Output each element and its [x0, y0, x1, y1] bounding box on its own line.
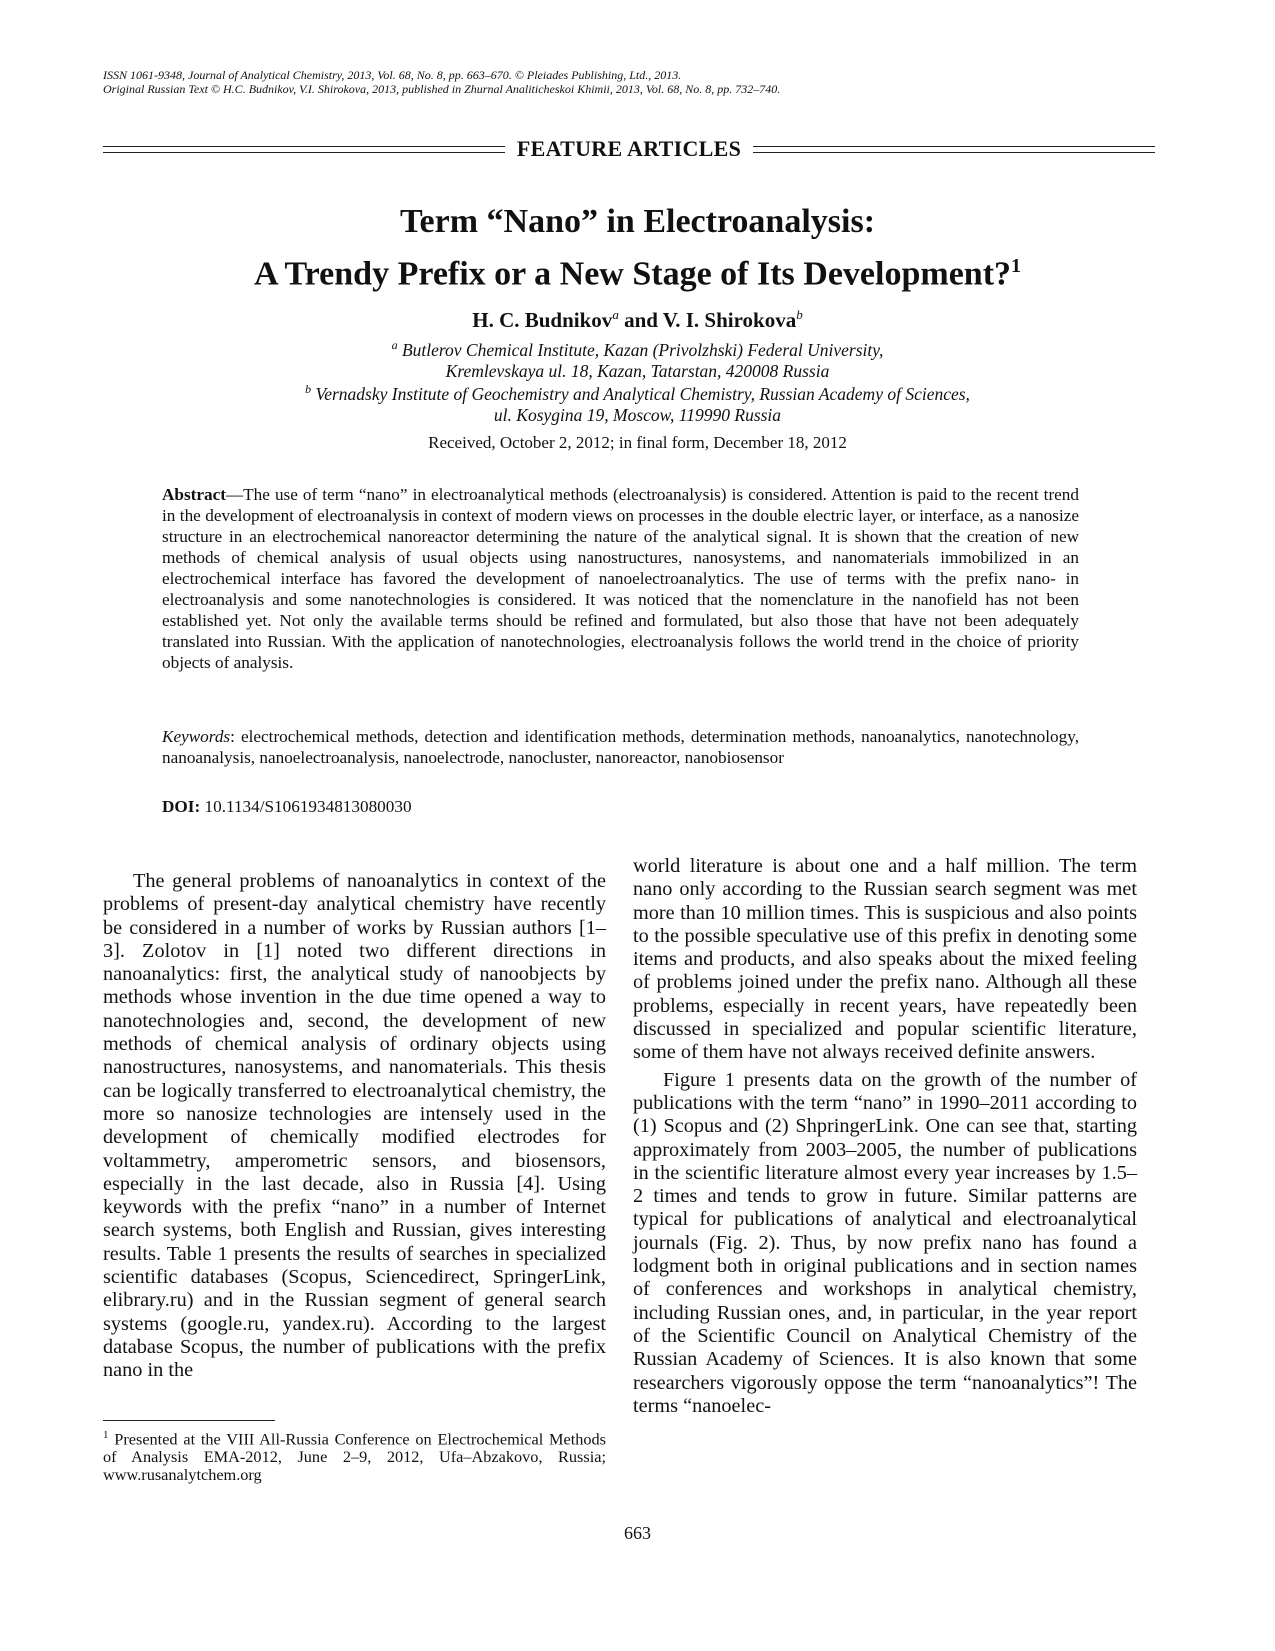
footnote [103, 1426, 606, 1484]
affiliation-a [0, 335, 1275, 382]
journal-citation-line: ISSN 1061-9348, Journal of Analytical Chemistry, 2013, Vol. 68, No. 8, pp. 663–670. © Pleiades Publishing, Ltd., 2013. [103, 68, 682, 82]
double-rule-left [103, 146, 505, 153]
affil-mark: a [391, 338, 398, 352]
page-number: 663 [624, 1523, 651, 1543]
keywords-text: : electrochemical methods, detection and identification methods, determination methods, nanoanalytics, nanotechnology, nanoanalysis, nanoelectroanalysis, nanoelectrode, nanocluster, nanoreactor, nanobiosensor [162, 727, 1079, 767]
abstract-label: Abstract [162, 485, 226, 504]
affil-text: ul. Kosygina 19, Moscow, 119990 Russia [493, 404, 782, 425]
footnote-mark: 1 [103, 1429, 109, 1441]
doi-value: 10.1134/S1061934813080030 [200, 797, 412, 816]
received-dates: Received, October 2, 2012; in final form, December 18, 2012 [428, 433, 847, 452]
affil-mark: b [305, 382, 312, 396]
keywords-label: Keywords [162, 727, 231, 746]
footnote-rule [103, 1420, 275, 1421]
body-paragraph: Figure 1 presents data on the growth of the number of publications with the term “nano” in 1990–2011 according to (1) Scopus and (2) ShpringerLink. One can see that, starting approximately from 2003–2005, the number of publications in the scientific literature almost every year increases by 1.5–2 times and tends to grow in future. Similar patterns are typical for publications of analytical and electroanalytical journals (Fig. 2). Thus, by now prefix nano has found a lodgment both in original publications and in section names of conferences and workshops in analytical chemistry, including Russian ones, and, in particular, in the year report of the Scientific Council on Analytical Chemistry of the Russian Academy of Sciences. It is also known that some researchers vigorously oppose the term “nanoanalytics”! The terms “nanoelec- [633, 1068, 1137, 1417]
original-text-line: Original Russian Text © H.C. Budnikov, V.I. Shirokova, 2013, published in Zhurnal Analiticheskoi Khimii, 2013, Vol. 68, No. 8, pp. 732–740. [103, 82, 781, 96]
affiliation-b [0, 379, 1275, 426]
affil-text: Kremlevskaya ul. 18, Kazan, Tatarstan, 420008 Russia [445, 360, 830, 381]
abstract [162, 484, 1079, 673]
authors-conjunction: and [618, 308, 663, 332]
author-name: V. I. Shirokova [662, 308, 797, 332]
section-title: FEATURE ARTICLES [516, 136, 742, 161]
keywords [162, 726, 1079, 768]
authors [0, 307, 1275, 333]
doi-label: DOI: [162, 797, 201, 816]
author-name: H. C. Budnikov [472, 308, 613, 332]
author-affil-mark: a [612, 307, 619, 322]
body-paragraph: world literature is about one and a half million. The term nano only according to the Russian search segment was met more than 10 million times. This is suspicious and also points to the possible speculative use of this prefix in denoting some items and products, and also speaks about the mixed feeling of problems joined under the prefix nano. Although all these problems, especially in recent years, have repeatedly been discussed in specialized and popular scientific literature, some of them have not always received definite answers. [633, 855, 1137, 1064]
body-column-left [103, 870, 606, 1383]
abstract-text: —The use of term “nano” in electroanalytical methods (electroanalysis) is considered. Attention is paid to the recent trend in the development of electroanalysis in context of modern views on processes in the double electric layer, or interface, as a nanosize structure in an electrochemical nanoreactor determining the nature of the analytical signal. It is shown that the creation of new methods of chemical analysis of usual objects using nanostructures, nanosystems, and nanomaterials immobilized in an electrochemical interface has favored the development of nanoelectroanalytics. The use of terms with the prefix nano- in electroanalysis and some nanotechnologies is considered. It was noticed that the nomenclature in the nanofield has not been established yet. Not only the available terms should be refined and formulated, but also those that have not been adequately translated into Russian. With the application of nanotechnologies, electroanalysis follows the world trend in the choice of priority objects of analysis. [162, 485, 1079, 672]
article-title-line2 [0, 244, 1275, 296]
doi [162, 797, 412, 817]
article-title-line1: Term “Nano” in Electroanalysis: [399, 203, 876, 240]
double-rule-right [753, 146, 1155, 153]
affil-text: Vernadsky Institute of Geochemistry and Analytical Chemistry, Russian Academy of Sciences, [311, 383, 970, 404]
affil-text: Butlerov Chemical Institute, Kazan (Privolzhski) Federal University, [397, 339, 884, 360]
body-column-right [633, 855, 1137, 1418]
article-title-text: A Trendy Prefix or a New Stage of Its Development? [253, 255, 1012, 293]
author-affil-mark: b [796, 307, 803, 322]
footnote-text: Presented at the VIII All-Russia Conference on Electrochemical Methods of Analysis EMA-2012, June 2–9, 2012, Ufa–Abzakovo, Russia; www.rusanalytchem.org [103, 1429, 606, 1485]
title-footnote-mark: 1 [1011, 255, 1022, 277]
body-paragraph: The general problems of nanoanalytics in context of the problems of present-day analytical chemistry have recently be considered in a number of works by Russian authors [1–3]. Zolotov in [1] noted two different directions in nanoanalytics: first, the analytical study of nanoobjects by methods whose invention in the due time opened a way to nanotechnologies and, second, the development of new methods of chemical analysis of ordinary objects using nanostructures, nanosystems, and nanomaterials. This thesis can be logically transferred to electroanalytical chemistry, the more so nanosize technologies are intensely used in the development of chemically modified electrodes for voltammetry, amperometric sensors, and biosensors, especially in the last decade, also in Russia [4]. Using keywords with the prefix “nano” in a number of Internet search systems, both English and Russian, gives interesting results. Table 1 presents the results of searches in specialized scientific databases (Scopus, Sciencedirect, SpringerLink, elibrary.ru) and in the Russian segment of general search systems (google.ru, yandex.ru). According to the largest database Scopus, the number of publications with the prefix nano in the [103, 870, 606, 1382]
section-heading [103, 134, 1155, 164]
